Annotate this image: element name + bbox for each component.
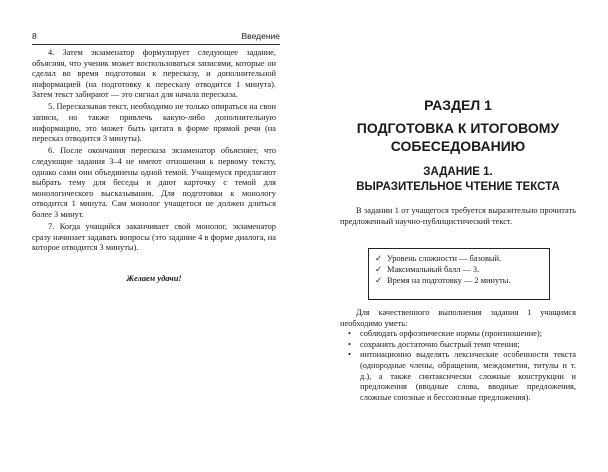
info-text: Максимальный балл — 3. [387,265,480,274]
section-title: ПОДГОТОВКА К ИТОГОВОМУ СОБЕСЕДОВАНИЮ [356,120,560,154]
bullet-icon: • [348,329,351,339]
info-row [375,275,543,286]
bullet-icon: • [348,350,351,360]
header-rule [32,44,280,45]
skills-list [340,329,576,403]
task-label: ЗАДАНИЕ 1. [423,166,493,178]
check-icon: ✓ [375,265,383,274]
paragraph: 5. Пересказывая текст, необходимо не только опираться на свои записи, но также привлечь какую-либо дополнительную информацию, это может быть цитата в форме прямой речи (на пересказ отводится 3 минуты). [32,102,276,144]
running-title: Введение [241,31,280,41]
task-title: ВЫРАЗИТЕЛЬНОЕ ЧТЕНИЕ ТЕКСТА [356,181,560,193]
section-label: РАЗДЕЛ 1 [424,97,492,113]
list-item-text: соблюдать орфоэпические нормы (произношение); [360,329,542,339]
info-row [375,253,543,264]
paragraph: 4. Затем экзаменатор формулирует следующее задание, объясняя, что ученик может воспользоваться записями, которые он сделал во время подготовки к пересказу, и дополнительной информацией (на подготовку к пересказу отводится 1 минута). Затем текст забирают — это сигнал для начала пересказа. [32,48,276,100]
task-heading [340,165,576,195]
check-icon: ✓ [375,254,383,263]
info-text: Уровень сложности — базовый. [387,254,502,263]
check-icon: ✓ [375,276,383,285]
section-heading [340,96,576,155]
paragraph: 7. Когда учащийся заканчивает свой монолог, экзаменатор сразу начинает задавать вопросы (это задание 4 в форме диалога, на которое отводится 3 минуты). [32,222,276,253]
skills-lead: Для качественного выполнения задания 1 учащимся необходимо уметь: [340,308,576,328]
list-item [340,329,576,340]
list-item [340,350,576,403]
list-item-text: интонационно выделять лексические особенности текста (однородные члены, обращения, междометия, титулы и т. д.), а также синтаксически сложные конструкции и предложения (вводные слова, вводные предложения, сложные союзные и бессоюзные предложения). [360,350,576,402]
task-info-box [368,248,550,300]
left-body [32,48,276,286]
page-number: 8 [32,31,37,41]
info-row [375,264,543,275]
list-item [340,340,576,351]
intro-paragraph: В задании 1 от учащегося требуется выразительно прочитать предложенный научно-публицистический текст. [340,206,576,226]
bullet-icon: • [348,339,351,349]
task-intro [340,206,576,227]
closing-wish: Желаем удачи! [126,273,182,283]
list-item-text: сохранять достаточно быстрый темп чтения; [360,339,520,349]
paragraph: 6. После окончания пересказа экзаменатор объясняет, что следующие задания 3–4 не имеют отношения к первому тексту, однако сами они объединены одной темой. Учащемуся предлагают выбрать тему для беседы и дают карточку с темой для монологического высказывания. Для подготовки к монологу отводится 1 минута. Сам монолог учащегося не должен длиться более 3 минут. [32,146,276,219]
skills-block [340,308,576,403]
info-text: Время на подготовку — 2 минуты. [387,276,511,285]
